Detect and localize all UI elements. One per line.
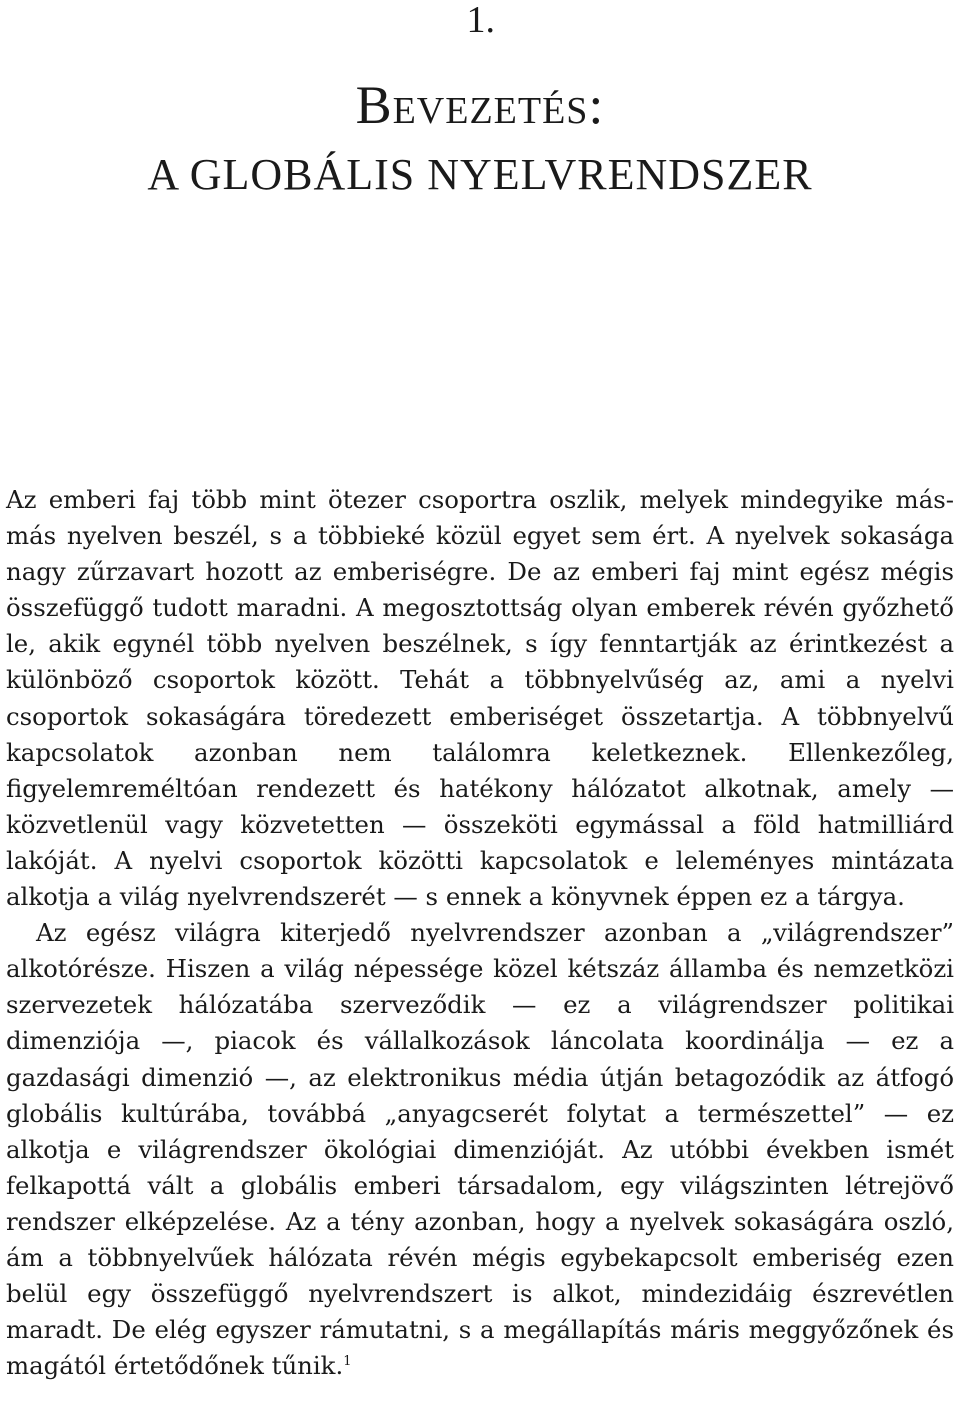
chapter-title-line1: Bevezetés: — [355, 75, 605, 135]
body-text — [6, 482, 954, 1384]
paragraph-2 — [6, 915, 954, 1384]
chapter-number: 1. — [466, 0, 495, 41]
paragraph-1: Az emberi faj több mint ötezer csoportra oszlik, melyek mindegyike más-más nyelven beszél, s a többieké közül egyet sem ért. A nyelvek sokasága nagy zűrzavart hozott az emberiségre. De az emberi faj mint egész mégis összefüggő tudott maradni. A megosztottság olyan emberek révén győzhető le, akik egynél több nyelven beszélnek, s így fenntartják az érintkezést a különböző csoportok között. Tehát a többnyelvűség az, ami a nyelvi csoportok sokaságára töredezett emberiséget összetartja. A többnyelvű kapcsolatok azonban nem találomra keletkeznek. Ellenkezőleg, figyelemreméltóan rendezett és hatékony hálózatot alkotnak, amely — közvetlenül vagy közvetetten — összeköti egymással a föld hatmilliárd lakóját. A nyelvi csoportok közötti kapcsolatok e leleményes mintázata alkotja a világ nyelvrendszerét — s ennek a könyvnek éppen ez a tárgya. — [6, 485, 954, 912]
chapter-title-line2: A GLOBÁLIS NYELVRENDSZER — [147, 150, 813, 199]
paragraph-2-text: Az egész világra kiterjedő nyelvrendszer azonban a „világrendszer” alkotórésze. Hiszen a világ népessége közel kétszáz államba és nemzetközi szervezetek hálózatába szerveződik — ez a világrendszer politikai dimenziója —, piacok és vállalkozások láncolata koordinálja — ez a gazdasági dimenzió —, az elektronikus média útján betagozódik az átfogó globális kultúrába, továbbá „anyagcserét folytat a természettel” — ez alkotja e világrendszer ökológiai dimenzióját. Az utóbbi években ismét felkapottá vált a globális emberi társadalom, egy világszinten létrejövő rendszer elképzelése. Az a tény azonban, hogy a nyelvek sokaságára oszló, ám a többnyelvűek hálózata révén mégis egybekapcsolt emberiség ezen belül egy összefüggő nyelvrendszert is alkot, mindezidáig észrevétlen maradt. De elég egyszer rámutatni, s a megállapítás máris meggyőzőnek és magától értetődőnek tűnik. — [6, 918, 954, 1381]
chapter-title — [0, 70, 960, 210]
footnote-reference[interactable]: 1 — [343, 1354, 352, 1370]
